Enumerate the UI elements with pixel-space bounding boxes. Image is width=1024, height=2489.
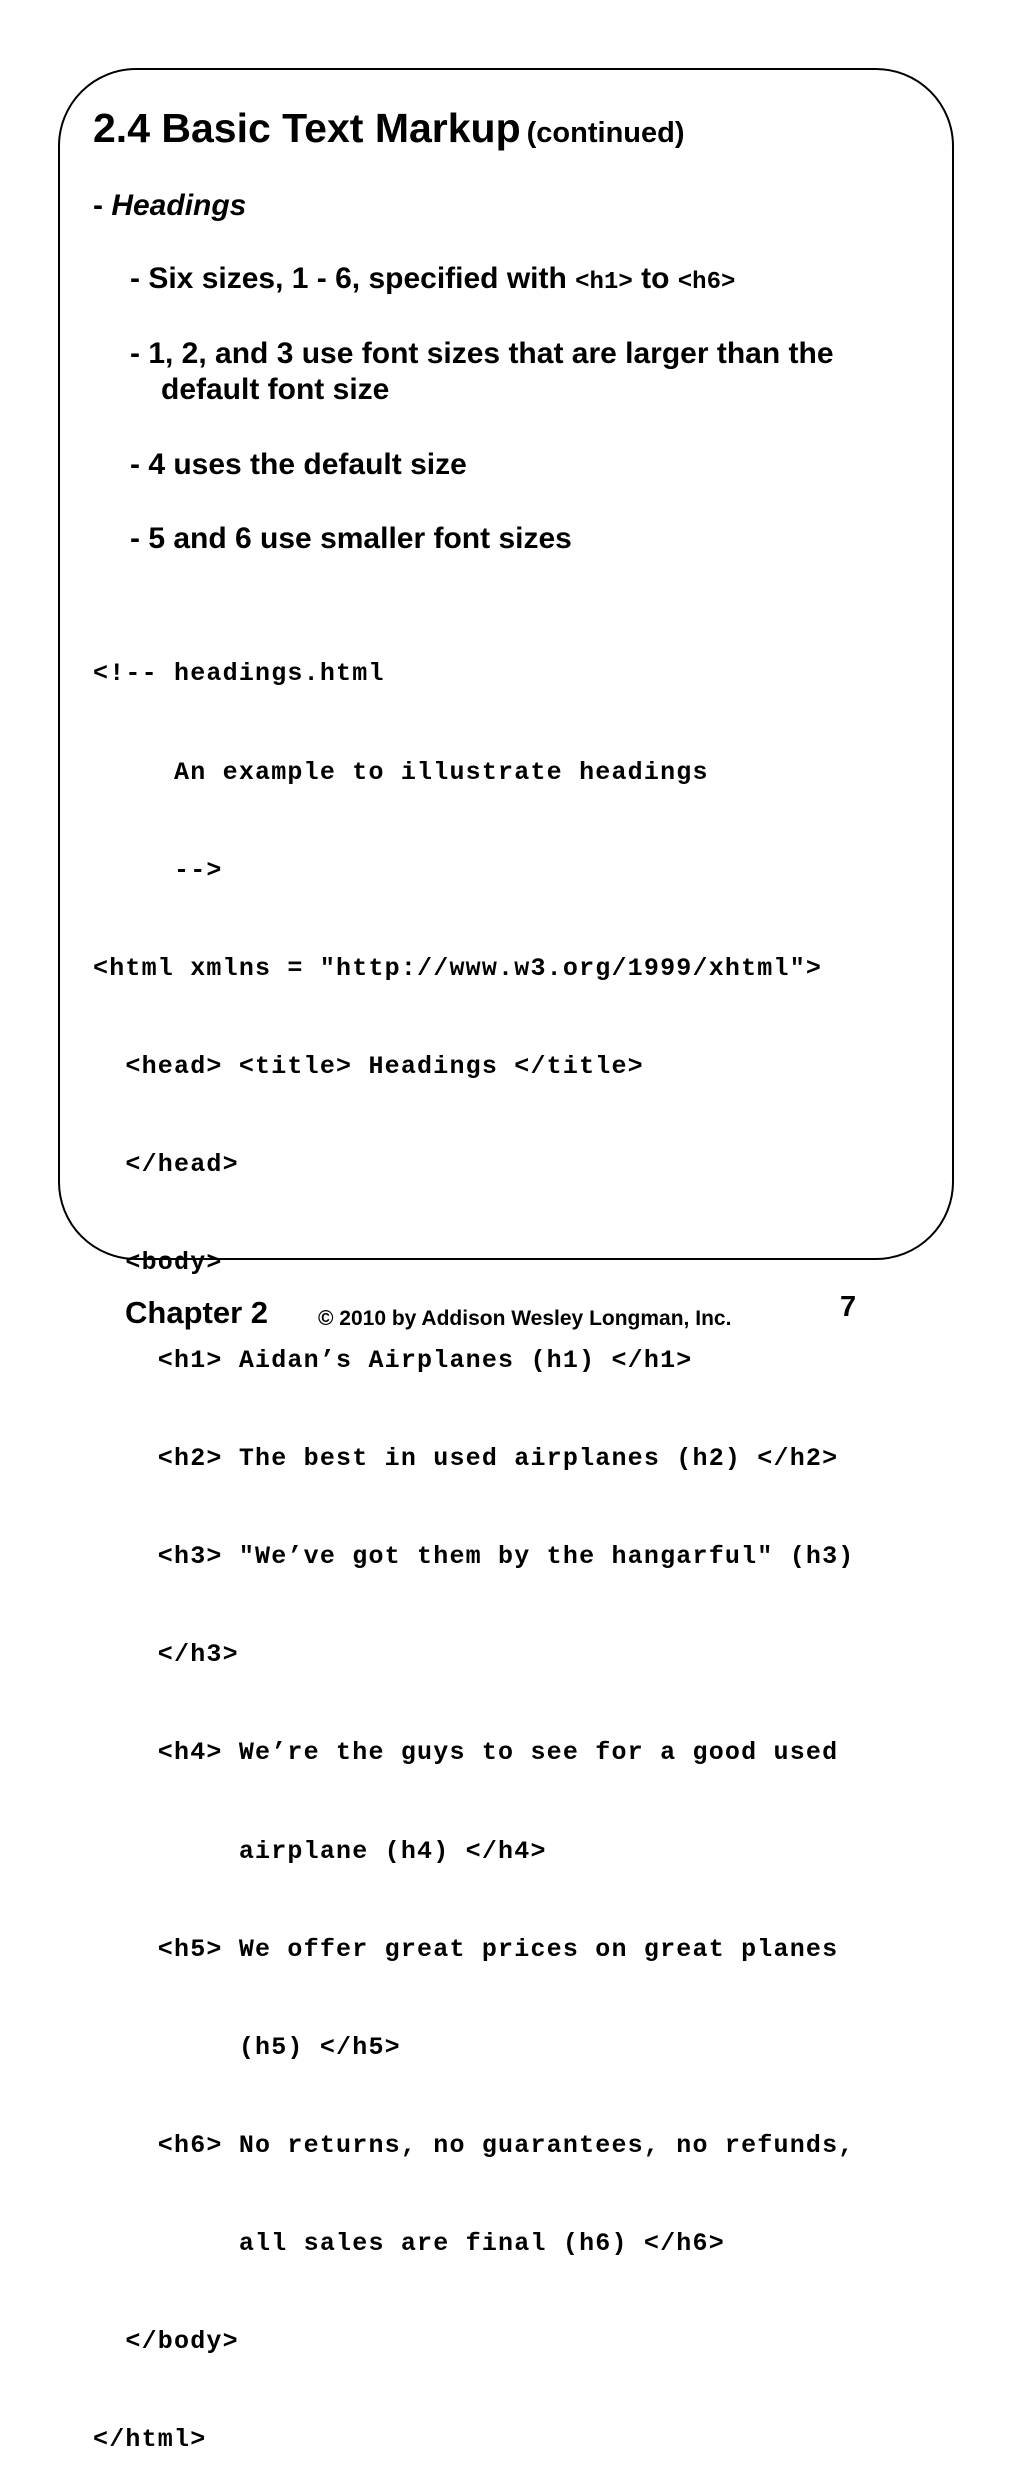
code-line: </html> bbox=[93, 2425, 207, 2455]
code-line: <!-- headings.html bbox=[93, 659, 385, 689]
code-line: airplane (h4) </h4> bbox=[93, 1836, 547, 1866]
footer-chapter: Chapter 2 bbox=[125, 1295, 268, 1330]
code-line: </head> bbox=[93, 1149, 239, 1179]
section-label: Headings bbox=[111, 189, 247, 222]
code-line: (h5) </h5> bbox=[93, 2032, 401, 2062]
bullet-text: - Six sizes, 1 - 6, specified with bbox=[130, 262, 576, 295]
page-number: 7 bbox=[840, 1291, 857, 1323]
footer-copyright: © 2010 by Addison Wesley Longman, Inc. bbox=[318, 1307, 732, 1330]
section-dash: - bbox=[93, 189, 112, 222]
bullet-continuation: default font size bbox=[161, 373, 390, 406]
code-h1-tag: <h1> bbox=[575, 269, 633, 296]
code-line: </h3> bbox=[93, 1640, 239, 1670]
code-line: <h3> "We’ve got them by the hangarful" (h3) bbox=[93, 1542, 855, 1572]
code-line: <head> <title> Headings </title> bbox=[93, 1051, 644, 1081]
code-line: An example to illustrate headings bbox=[93, 757, 709, 787]
code-line: <h1> Aidan’s Airplanes (h1) </h1> bbox=[93, 1346, 693, 1376]
code-line: <h4> We’re the guys to see for a good used bbox=[93, 1738, 839, 1768]
bullet-six-sizes bbox=[130, 261, 735, 301]
bullet-smaller-sizes bbox=[130, 521, 572, 557]
code-h6-tag: <h6> bbox=[677, 269, 736, 296]
bullet-text: - 5 and 6 use smaller font sizes bbox=[130, 522, 572, 555]
slide-title-main: 2.4 Basic Text Markup bbox=[93, 105, 521, 151]
code-line: all sales are final (h6) </h6> bbox=[93, 2228, 725, 2258]
code-example bbox=[93, 593, 855, 2489]
code-line: <body> bbox=[93, 1247, 223, 1277]
bullet-text: to bbox=[632, 262, 678, 295]
code-line: </body> bbox=[93, 2327, 239, 2356]
slide-title bbox=[93, 104, 685, 157]
code-line: <h6> No returns, no guarantees, no refunds, bbox=[93, 2130, 855, 2160]
code-line: <h2> The best in used airplanes (h2) </h2> bbox=[93, 1444, 839, 1474]
bullet-default-size bbox=[130, 447, 467, 483]
bullet-larger-sizes bbox=[130, 336, 834, 408]
bullet-text: - 4 uses the default size bbox=[130, 448, 467, 481]
section-heading bbox=[93, 188, 246, 224]
code-line: <html xmlns = ″http://www.w3.org/1999/xhtml″> bbox=[93, 953, 823, 983]
code-line: <h5> We offer great prices on great planes bbox=[93, 1934, 839, 1964]
bullet-text: - 1, 2, and 3 use font sizes that are larger than the bbox=[130, 337, 834, 370]
code-line: --> bbox=[93, 855, 223, 885]
slide-title-sub: (continued) bbox=[526, 117, 685, 149]
